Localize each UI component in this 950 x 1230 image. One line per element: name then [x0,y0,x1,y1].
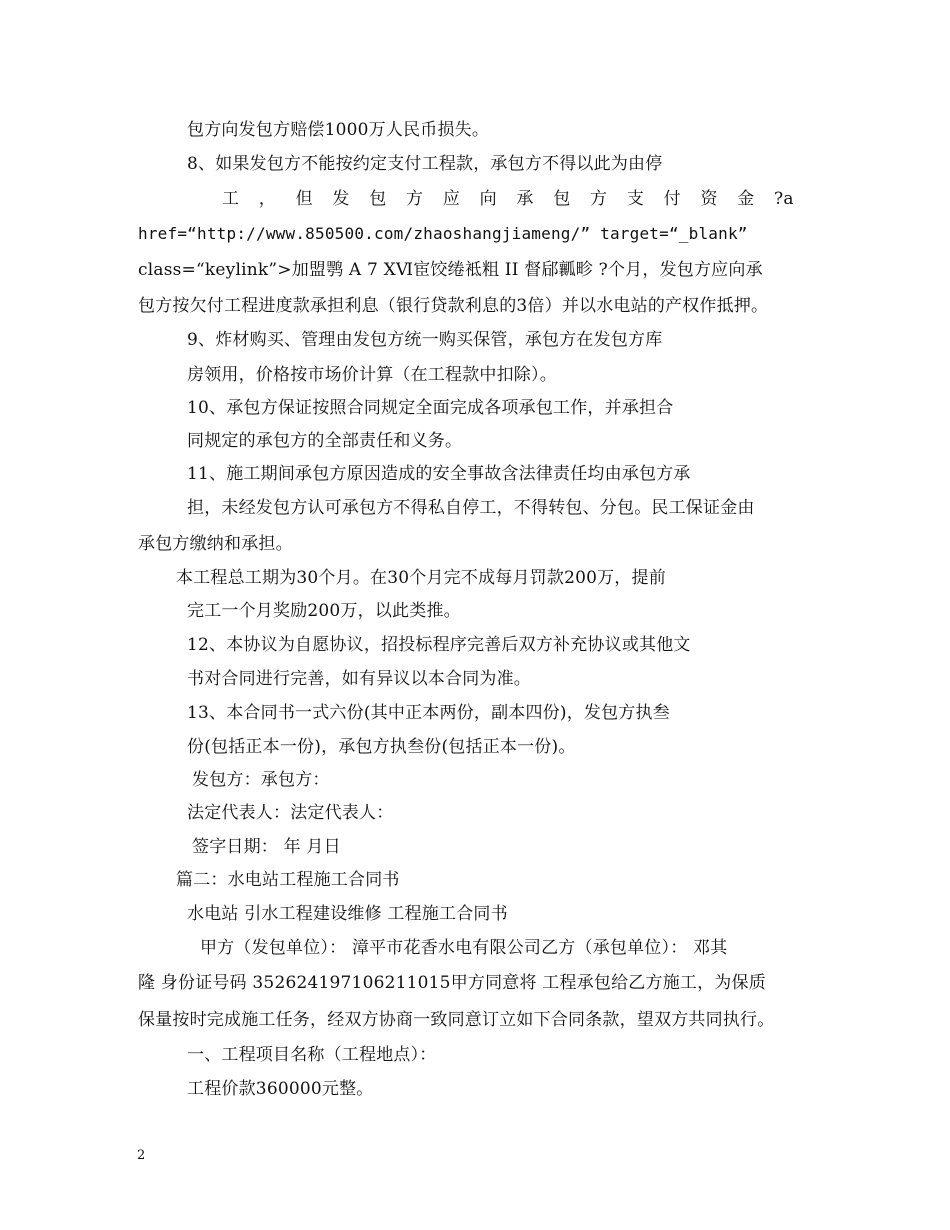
text-line: 发包方：承包方： [192,770,330,790]
text-line: 工程价款360000元整。 [187,1079,374,1099]
text-line: 包方向发包方赔偿1000万人民币损失。 [187,120,490,140]
text-line: 隆 身份证号码 352624197106211015甲方同意将 工程承包给乙方施工，为保质 [138,973,766,993]
text-line: 9、炸材购买、管理由发包方统一购买保管，承包方在发包方库 [187,330,663,350]
text-line: 份(包括正本一份)，承包方执叁份(包括正本一份)。 [187,737,576,757]
text-line: 书对合同进行完善，如有异议以本合同为准。 [187,669,531,689]
text-line: 担，未经发包方认可承包方不得私自停工，不得转包、分包。民工保证金由 [187,498,755,518]
text-line: 本工程总工期为30个月。在30个月完不成每月罚款200万，提前 [176,568,666,588]
text-line: 包方按欠付工程进度款承担利息（银行贷款利息的3倍）并以水电站的产权作抵押。 [138,296,769,316]
text-line: 8、如果发包方不能按约定支付工程款，承包方不得以此为由停 [187,154,663,174]
text-line: 完工一个月奖励200万，以此类推。 [187,601,461,621]
page-number: 2 [137,1148,146,1163]
text-line: 法定代表人：法定代表人： [187,803,394,823]
text-line: class=“keylink”>加盟鹗 A 7 ⅩⅥ宦饺绻袛粗 II 督郈瓤畛 ?个月，发包方应向承 [138,260,763,280]
text-line-justified [222,188,812,210]
text-line: 10、承包方保证按照合同规定全面完成各项承包工作，并承担合 [187,398,674,418]
text-line: 12、本协议为自愿协议，招投标程序完善后双方补充协议或其他文 [187,635,691,655]
text-line: 承包方缴纳和承担。 [138,534,293,554]
text-line: 11、施工期间承包方原因造成的安全事故含法律责任均由承包方承 [187,464,691,484]
text-line: 13、本合同书一式六份(其中正本两份，副本四份)，发包方执叁 [187,703,670,723]
text-line: 保量按时完成施工任务，经双方协商一致同意订立如下合同条款，望双方共同执行。 [138,1010,775,1030]
text-line: 签字日期： 年 月日 [192,837,341,857]
text-line: 水电站 引水工程建设维修 工程施工合同书 [187,904,508,924]
text-line: 一、工程项目名称（工程地点）： [187,1045,437,1065]
section-heading: 篇二：水电站工程施工合同书 [176,870,400,890]
text-line: 工 ， 但 发 包 方 应 向 承 包 方 支 付 资 金 ?a [222,189,794,209]
text-line: href=“http://www.850500.com/zhaoshangjiameng/” target=“_blank” [138,224,748,243]
text-line: 甲方（发包单位）： 漳平市花香水电有限公司乙方（承包单位）： 邓其 [200,938,728,958]
text-line: 房领用，价格按市场价计算（在工程款中扣除）。 [187,365,557,385]
text-line: 同规定的承包方的全部责任和义务。 [187,431,463,451]
